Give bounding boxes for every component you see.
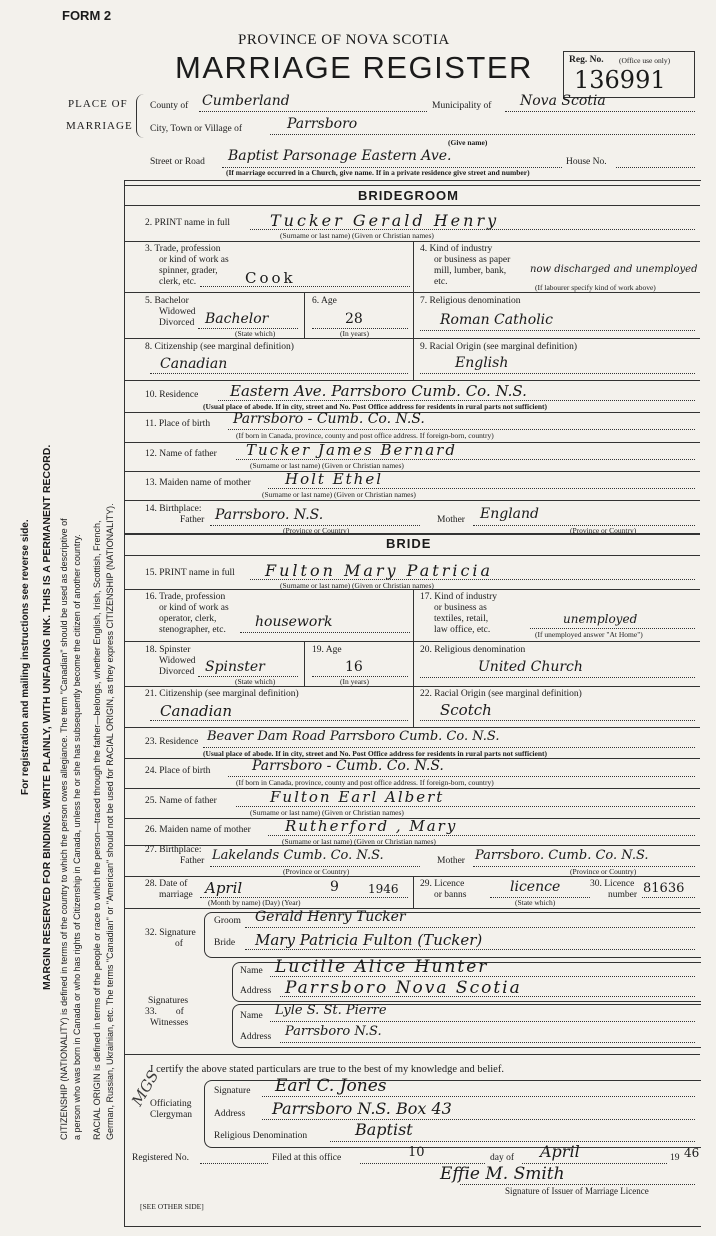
groom-industry-caption: (If labourer specify kind of work above): [535, 283, 656, 292]
groom-father-birthplace-caption: (Province or Country): [283, 526, 350, 535]
groom-racial-value: English: [455, 355, 509, 371]
groom-industry-value: now discharged and unemployed: [530, 264, 698, 275]
groom-name-caption: (Surname or last name) (Given or Christian names): [280, 231, 434, 240]
bride-birthplace-label: 24. Place of birth: [145, 766, 211, 776]
groom-birthplaces-father-label: Father: [180, 515, 205, 525]
filed-label: Filed at this office: [272, 1153, 342, 1163]
groom-racial-label: 9. Racial Origin (see marginal definition): [420, 342, 578, 352]
bride-religion-label: 20. Religious denomination: [420, 645, 526, 655]
groom-father-birthplace-value: Parrsboro. N.S.: [215, 507, 324, 523]
groom-mother-birthplace-value: England: [480, 506, 540, 522]
margin-instructions: For registration and mailing instructions see reverse side.: [20, 519, 31, 795]
margin-binding-notice: MARGIN RESERVED FOR BINDING. WRITE PLAINLY, WITH UNFADING INK. THIS IS A PERMANENT RECORD.: [41, 444, 53, 990]
groom-trade-value: Cook: [245, 269, 296, 287]
groom-name-label: [145, 218, 230, 229]
bride-trade-value: housework: [255, 614, 333, 630]
day-of-label: day of: [490, 1153, 515, 1163]
bride-name-caption: (Surname or last name) (Given or Christian names): [280, 581, 434, 590]
county-label: County of: [150, 101, 189, 111]
bride-religion-value: United Church: [478, 659, 583, 675]
groom-industry-label-4: etc.: [434, 277, 448, 287]
groom-signature-label: Groom: [214, 916, 241, 926]
officiating-label-1: Officiating: [150, 1099, 192, 1109]
groom-trade-label-4: clerk, etc.: [159, 277, 197, 287]
bridegroom-heading: BRIDEGROOM: [358, 188, 459, 203]
bride-father-label: 25. Name of father: [145, 796, 217, 806]
groom-birthplaces-label: 14. Birthplace:: [145, 504, 202, 514]
give-name-caption: (Give name): [448, 138, 488, 147]
bride-residence-caption: (Usual place of abode. If in city, street and No. Post Office address for residents in rural parts not sufficient): [203, 749, 548, 758]
groom-status-label-1: 5. Bachelor: [145, 296, 189, 306]
groom-industry-label: [420, 244, 510, 288]
bride-trade-label: [145, 592, 229, 636]
groom-status-value: Bachelor: [205, 311, 269, 327]
bride-trade-label-3: operator, clerk,: [159, 614, 217, 624]
witness2-address-value: Parrsboro N.S.: [285, 1024, 382, 1039]
licence-banns-label-1: 29. Licence: [420, 879, 465, 889]
bride-industry-caption: (If unemployed answer "At Home"): [535, 630, 643, 639]
bride-status-label-1: 18. Spinster: [145, 645, 191, 655]
bride-signature-value: Mary Patricia Fulton (Tucker): [255, 931, 483, 949]
province-heading: PROVINCE OF NOVA SCOTIA: [238, 32, 450, 48]
issuer-caption: Signature of Issuer of Marriage Licence: [505, 1186, 649, 1196]
place-brace: [136, 94, 145, 138]
witness-label-1: Signatures: [148, 996, 189, 1006]
marriage-month-value: April: [205, 879, 243, 897]
groom-industry-label-1: 4. Kind of industry: [420, 244, 493, 254]
groom-father-value: Tucker James Bernard: [246, 441, 457, 459]
form-number: FORM 2: [62, 8, 112, 23]
groom-status-caption: (State which): [235, 329, 276, 338]
groom-name-value: Tucker Gerald Henry: [270, 211, 500, 230]
groom-status-label-3: Divorced: [159, 318, 195, 328]
bride-industry-label: [420, 592, 497, 636]
clergy-religion-value: Baptist: [355, 1120, 413, 1139]
groom-birthplaces-mother-label: Mother: [437, 515, 465, 525]
street-label: Street or Road: [150, 157, 205, 167]
groom-birthplace-value: Parrsboro - Cumb. Co. N.S.: [233, 411, 425, 427]
page-title: MARRIAGE REGISTER: [175, 50, 533, 85]
groom-mother-value: Holt Ethel: [285, 470, 384, 488]
bride-mother-label: 26. Maiden name of mother: [145, 825, 251, 835]
licence-banns-caption: (State which): [515, 898, 556, 907]
marriage-date-label-2: marriage: [159, 890, 193, 900]
bride-industry-label-2: or business as: [434, 603, 487, 613]
bride-age-value: 16: [345, 659, 363, 675]
groom-name-label-text: 2. PRINT name in full: [145, 218, 231, 228]
bride-trade-label-1: 16. Trade, profession: [145, 592, 226, 602]
witness-label-2: 33. of: [145, 1007, 184, 1017]
bride-trade-label-4: stenographer, etc.: [159, 625, 226, 635]
witness1-address-value: Parrsboro Nova Scotia: [285, 978, 522, 998]
marriage-date-label-1: 28. Date of: [145, 879, 188, 889]
bride-signature-label: Bride: [214, 938, 236, 948]
clergy-signature-label: Signature: [214, 1086, 251, 1096]
groom-status-label-2: Widowed: [159, 307, 196, 317]
house-label: House No.: [566, 157, 607, 167]
filed-year-prefix: 19: [670, 1153, 680, 1163]
bride-citizenship-value: Canadian: [160, 702, 233, 720]
bride-birthplace-caption: (If born in Canada, province, county and post office address. If foreign-born, country): [236, 778, 494, 787]
clergy-signature-value: Earl C. Jones: [275, 1076, 387, 1096]
margin-racial-def-1: RACIAL ORIGIN is defined in terms of the people or race to which the person—traced through the father—belongs, whether English, Irish, Scottish, French,: [92, 520, 102, 1140]
bride-birthplace-value: Parrsboro - Cumb. Co. N.S.: [252, 758, 444, 774]
groom-age-caption: (In years): [340, 329, 369, 338]
city-label: City, Town or Village of: [150, 124, 242, 134]
bride-name-label: 15. PRINT name in full: [145, 568, 235, 578]
reg-number-value: 136991: [574, 66, 666, 94]
licence-number-value: 81636: [643, 881, 685, 896]
reg-number-note: (Office use only): [619, 56, 671, 65]
bride-status-label-3: Divorced: [159, 667, 195, 677]
signature-label-2: of: [175, 939, 183, 949]
licence-number-label-1: 30. Licence: [590, 879, 635, 889]
groom-trade-label-2: or kind of work as: [159, 255, 229, 265]
groom-industry-label-3: mill, lumber, bank,: [434, 266, 507, 276]
clergy-religion-label: Religious Denomination: [214, 1131, 308, 1141]
reg-number-box: [563, 51, 695, 98]
groom-father-label: 12. Name of father: [145, 449, 217, 459]
witness-label: [145, 996, 188, 1029]
bride-birthplaces-mother-label: Mother: [437, 856, 465, 866]
groom-trade-label: [145, 244, 229, 288]
groom-residence-value: Eastern Ave. Parrsboro Cumb. Co. N.S.: [230, 382, 527, 400]
bride-birthplaces-label: 27. Birthplace:: [145, 845, 202, 855]
groom-religion-label: 7. Religious denomination: [420, 296, 521, 306]
witness2-name-value: Lyle S. St. Pierre: [275, 1003, 387, 1018]
clerk-initials: MGS: [128, 1067, 163, 1109]
marriage-day-value: 9: [330, 879, 339, 895]
street-value: Baptist Parsonage Eastern Ave.: [228, 148, 452, 164]
bride-heading: BRIDE: [386, 536, 432, 551]
signature-label: [145, 928, 196, 950]
bride-trade-label-2: or kind of work as: [159, 603, 229, 613]
street-caption: (If marriage occurred in a Church, give name. If in a private residence give street and number): [226, 168, 530, 177]
bride-birthplaces-father-label: Father: [180, 856, 205, 866]
groom-age-label: 6. Age: [312, 296, 337, 306]
licence-number-label: [590, 879, 637, 901]
bride-residence-label: 23. Residence: [145, 737, 199, 747]
bride-racial-value: Scotch: [440, 701, 492, 719]
groom-mother-caption: (Surname or last name) (Given or Christian names): [262, 490, 416, 499]
bride-status-caption: (State which): [235, 677, 276, 686]
witness-label-3: Witnesses: [150, 1018, 189, 1028]
groom-citizenship-value: Canadian: [160, 356, 228, 372]
witness1-address-label: Address: [240, 986, 272, 996]
bride-father-caption: (Surname or last name) (Given or Christian names): [250, 808, 404, 817]
licence-number-label-2: number: [608, 890, 638, 900]
filed-year-value: 46: [684, 1146, 700, 1160]
municipality-value: Nova Scotia: [520, 93, 606, 109]
groom-industry-label-2: or business as paper: [434, 255, 511, 265]
bride-status-label: [145, 645, 196, 678]
groom-age-value: 28: [345, 311, 363, 327]
bride-status-label-2: Widowed: [159, 656, 196, 666]
reg-number-label: Reg. No.: [569, 55, 604, 65]
officiating-label-2: Clergyman: [150, 1110, 193, 1120]
officiating-label: [150, 1099, 192, 1121]
marriage-date-label: [145, 879, 193, 901]
marriage-year-value: 1946: [368, 882, 399, 896]
municipality-label: Municipality of: [432, 101, 492, 111]
groom-mother-label: 13. Maiden name of mother: [145, 478, 251, 488]
bride-residence-value: Beaver Dam Road Parrsboro Cumb. Co. N.S.: [207, 729, 500, 744]
bride-name-value: Fulton Mary Patricia: [265, 561, 494, 580]
groom-residence-label: 10. Residence: [145, 390, 199, 400]
city-value: Parrsboro: [287, 116, 358, 132]
witness2-address-label: Address: [240, 1032, 272, 1042]
groom-residence-caption: (Usual place of abode. If in city, street and No. Post Office address for residents in rural parts not sufficient): [203, 402, 548, 411]
bride-industry-label-4: law office, etc.: [434, 625, 491, 635]
filed-day-value: 10: [408, 1145, 425, 1160]
groom-citizenship-label: 8. Citizenship (see marginal definition): [145, 342, 294, 352]
registered-label: Registered No.: [132, 1153, 189, 1163]
clergy-address-label: Address: [214, 1109, 246, 1119]
licence-banns-label: [420, 879, 466, 901]
witness1-name-label: Name: [240, 966, 263, 976]
groom-birthplace-caption: (If born in Canada, province, county and post office address. If foreign-born, country): [236, 431, 494, 440]
licence-banns-label-2: or banns: [434, 890, 467, 900]
groom-birthplace-label: 11. Place of birth: [145, 419, 211, 429]
margin-citizenship-def-2: a person who was born in Canada or who has rights of Citizenship in Canada, unless he or she has subsequently become the citizen of another country.: [72, 534, 82, 1140]
issuer-signature-value: Effie M. Smith: [440, 1164, 565, 1184]
place-label-1: PLACE OF: [68, 98, 128, 110]
bride-father-value: Fulton Earl Albert: [270, 788, 445, 806]
bride-mother-birthplace-value: Parrsboro. Cumb. Co. N.S.: [475, 848, 649, 863]
bride-father-birthplace-value: Lakelands Cumb. Co. N.S.: [212, 848, 384, 863]
bride-father-birthplace-caption: (Province or Country): [283, 867, 350, 876]
bride-age-caption: (In years): [340, 677, 369, 686]
signature-label-1: 32. Signature: [145, 928, 196, 938]
groom-trade-label-3: spinner, grader,: [159, 266, 218, 276]
bride-industry-label-3: textiles, retail,: [434, 614, 489, 624]
clergy-address-value: Parrsboro N.S. Box 43: [272, 1099, 452, 1118]
see-other-side: [SEE OTHER SIDE]: [140, 1202, 204, 1211]
groom-father-caption: (Surname or last name) (Given or Christian names): [250, 461, 404, 470]
witness2-name-label: Name: [240, 1011, 263, 1021]
groom-trade-label-1: 3. Trade, profession: [145, 244, 221, 254]
bride-industry-label-1: 17. Kind of industry: [420, 592, 498, 602]
bride-age-label: 19. Age: [312, 645, 342, 655]
licence-banns-value: licence: [510, 879, 561, 895]
certify-text: I certify the above stated particulars are true to the best of my knowledge and belief.: [150, 1064, 504, 1075]
groom-religion-value: Roman Catholic: [440, 312, 553, 328]
bride-mother-value: Rutherford , Mary: [285, 817, 458, 835]
margin-citizenship-def-1: CITIZENSHIP (NATIONALITY) is defined in terms of the country to which the person owes allegiance. The term "Canadian" should be used as descriptive of: [59, 518, 69, 1140]
witness1-name-value: Lucille Alice Hunter: [275, 957, 489, 977]
bride-industry-value: unemployed: [563, 612, 638, 626]
bride-racial-label: 22. Racial Origin (see marginal definition): [420, 689, 582, 699]
bride-citizenship-label: 21. Citizenship (see marginal definition): [145, 689, 299, 699]
county-value: Cumberland: [202, 93, 290, 109]
groom-signature-value: Gerald Henry Tucker: [255, 909, 406, 925]
bride-mother-birthplace-caption: (Province or Country): [570, 867, 637, 876]
bride-status-value: Spinster: [205, 659, 265, 675]
groom-status-label: [145, 296, 196, 329]
margin-racial-def-2: German, Russian, Ukrainian, etc. The terms "Canadian" or "American" should not be used for RACIAL ORIGIN, as they express CITIZENSHIP (NATIONALITY).: [105, 503, 115, 1140]
marriage-date-caption: (Month by name) (Day) (Year): [208, 898, 301, 907]
place-label-2: MARRIAGE: [66, 120, 133, 132]
filed-month-value: April: [540, 1142, 580, 1161]
bride-mother-caption: (Surname or last name) (Given or Christian names): [282, 837, 436, 846]
groom-mother-birthplace-caption: (Province or Country): [570, 526, 637, 535]
